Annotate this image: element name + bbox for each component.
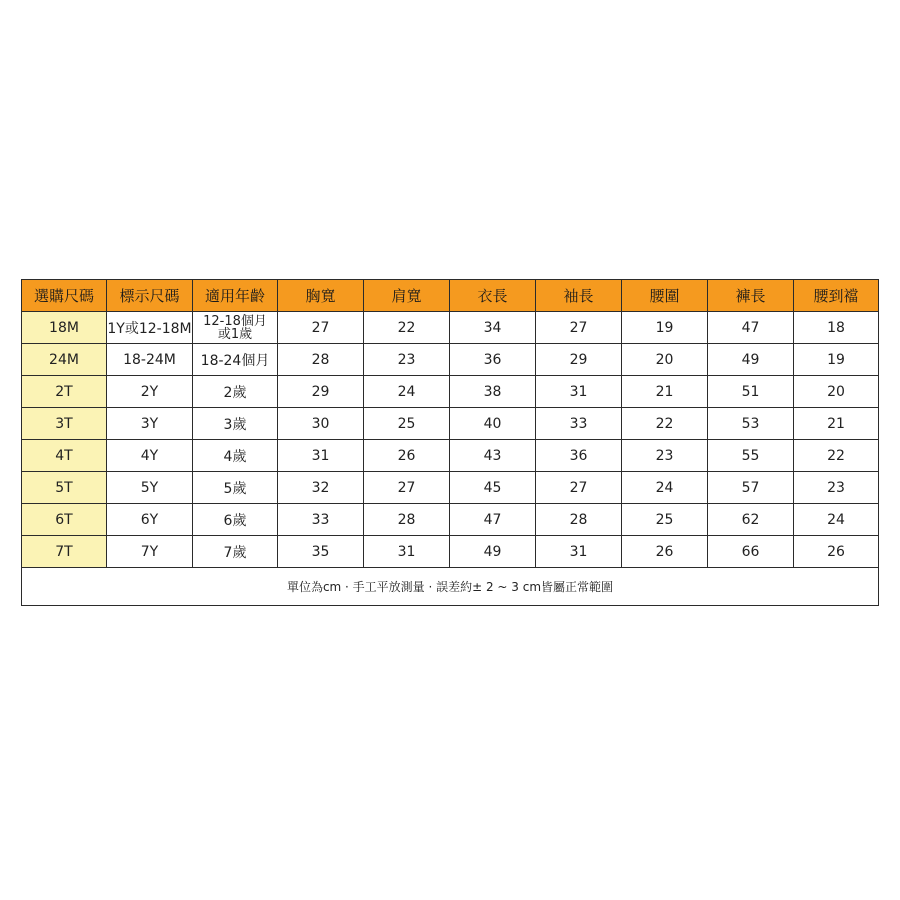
- age-cell: [193, 504, 278, 536]
- column-header: 選購尺碼: [22, 280, 107, 312]
- chest-cell: 35: [278, 536, 364, 568]
- sleeve-cell: 33: [536, 408, 622, 440]
- size-cell: 3T: [22, 408, 107, 440]
- age-cell: [193, 376, 278, 408]
- chest-cell: 30: [278, 408, 364, 440]
- label-cell: 1Y或12-18M: [107, 312, 193, 344]
- waist-cell: 22: [622, 408, 708, 440]
- label-cell: 18-24M: [107, 344, 193, 376]
- length-cell: 47: [450, 504, 536, 536]
- pants-length-cell: 66: [708, 536, 794, 568]
- chest-cell: 28: [278, 344, 364, 376]
- size-cell: 6T: [22, 504, 107, 536]
- column-header: 衣長: [450, 280, 536, 312]
- age-cell: [193, 312, 278, 344]
- table-row: [22, 408, 879, 440]
- waist-cell: 26: [622, 536, 708, 568]
- length-cell: 34: [450, 312, 536, 344]
- pants-length-cell: 51: [708, 376, 794, 408]
- label-cell: 3Y: [107, 408, 193, 440]
- age-cell: [193, 344, 278, 376]
- size-cell: 5T: [22, 472, 107, 504]
- sleeve-cell: 36: [536, 440, 622, 472]
- measurement-note: 單位為cm · 手工平放測量 · 誤差約± 2 ~ 3 cm皆屬正常範圍: [22, 568, 879, 606]
- sleeve-cell: 31: [536, 536, 622, 568]
- age-line: 2歲: [223, 384, 247, 401]
- chest-cell: 32: [278, 472, 364, 504]
- chest-cell: 33: [278, 504, 364, 536]
- column-header: 腰到襠: [794, 280, 879, 312]
- sleeve-cell: 31: [536, 376, 622, 408]
- table-row: [22, 504, 879, 536]
- waist-cell: 23: [622, 440, 708, 472]
- age-line: 3歲: [223, 416, 247, 433]
- label-cell: 5Y: [107, 472, 193, 504]
- size-cell: 7T: [22, 536, 107, 568]
- age-line: 5歲: [223, 480, 247, 497]
- waist-cell: 20: [622, 344, 708, 376]
- table-row: [22, 376, 879, 408]
- age-line: 4歲: [223, 448, 247, 465]
- sleeve-cell: 29: [536, 344, 622, 376]
- age-cell: [193, 536, 278, 568]
- table-row: [22, 536, 879, 568]
- label-cell: 7Y: [107, 536, 193, 568]
- table-body: [22, 312, 879, 568]
- length-cell: 36: [450, 344, 536, 376]
- rise-cell: 23: [794, 472, 879, 504]
- size-cell: 4T: [22, 440, 107, 472]
- header-row: [22, 280, 879, 312]
- length-cell: 43: [450, 440, 536, 472]
- shoulder-cell: 23: [364, 344, 450, 376]
- column-header: 褲長: [708, 280, 794, 312]
- length-cell: 49: [450, 536, 536, 568]
- age-line: 6歲: [223, 512, 247, 529]
- length-cell: 38: [450, 376, 536, 408]
- shoulder-cell: 24: [364, 376, 450, 408]
- age-line: 或1歲: [217, 326, 253, 342]
- length-cell: 40: [450, 408, 536, 440]
- column-header: 適用年齡: [193, 280, 278, 312]
- label-cell: 4Y: [107, 440, 193, 472]
- size-cell: 24M: [22, 344, 107, 376]
- column-header: 胸寬: [278, 280, 364, 312]
- shoulder-cell: 25: [364, 408, 450, 440]
- age-cell: [193, 472, 278, 504]
- label-cell: 2Y: [107, 376, 193, 408]
- pants-length-cell: 57: [708, 472, 794, 504]
- size-cell: 18M: [22, 312, 107, 344]
- waist-cell: 24: [622, 472, 708, 504]
- pants-length-cell: 47: [708, 312, 794, 344]
- shoulder-cell: 28: [364, 504, 450, 536]
- table-row: [22, 440, 879, 472]
- rise-cell: 21: [794, 408, 879, 440]
- sleeve-cell: 28: [536, 504, 622, 536]
- rise-cell: 20: [794, 376, 879, 408]
- age-line: 7歲: [223, 544, 247, 561]
- waist-cell: 21: [622, 376, 708, 408]
- table-header: [22, 280, 879, 312]
- label-cell: 6Y: [107, 504, 193, 536]
- age-cell: [193, 440, 278, 472]
- age-cell: [193, 408, 278, 440]
- sleeve-cell: 27: [536, 472, 622, 504]
- size-cell: 2T: [22, 376, 107, 408]
- table-row: [22, 312, 879, 344]
- column-header: 腰圍: [622, 280, 708, 312]
- pants-length-cell: 49: [708, 344, 794, 376]
- chest-cell: 29: [278, 376, 364, 408]
- shoulder-cell: 27: [364, 472, 450, 504]
- length-cell: 45: [450, 472, 536, 504]
- table-row: [22, 472, 879, 504]
- column-header: 袖長: [536, 280, 622, 312]
- pants-length-cell: 53: [708, 408, 794, 440]
- waist-cell: 19: [622, 312, 708, 344]
- rise-cell: 19: [794, 344, 879, 376]
- age-line: 18-24個月: [200, 352, 270, 369]
- chest-cell: 27: [278, 312, 364, 344]
- size-chart-table: [21, 279, 879, 606]
- shoulder-cell: 26: [364, 440, 450, 472]
- table-row: [22, 344, 879, 376]
- pants-length-cell: 55: [708, 440, 794, 472]
- shoulder-cell: 22: [364, 312, 450, 344]
- rise-cell: 18: [794, 312, 879, 344]
- sleeve-cell: 27: [536, 312, 622, 344]
- rise-cell: 22: [794, 440, 879, 472]
- chest-cell: 31: [278, 440, 364, 472]
- waist-cell: 25: [622, 504, 708, 536]
- rise-cell: 26: [794, 536, 879, 568]
- shoulder-cell: 31: [364, 536, 450, 568]
- rise-cell: 24: [794, 504, 879, 536]
- pants-length-cell: 62: [708, 504, 794, 536]
- column-header: 肩寬: [364, 280, 450, 312]
- age-line: 12-18個月: [203, 313, 267, 329]
- note-row: [22, 568, 879, 606]
- column-header: 標示尺碼: [107, 280, 193, 312]
